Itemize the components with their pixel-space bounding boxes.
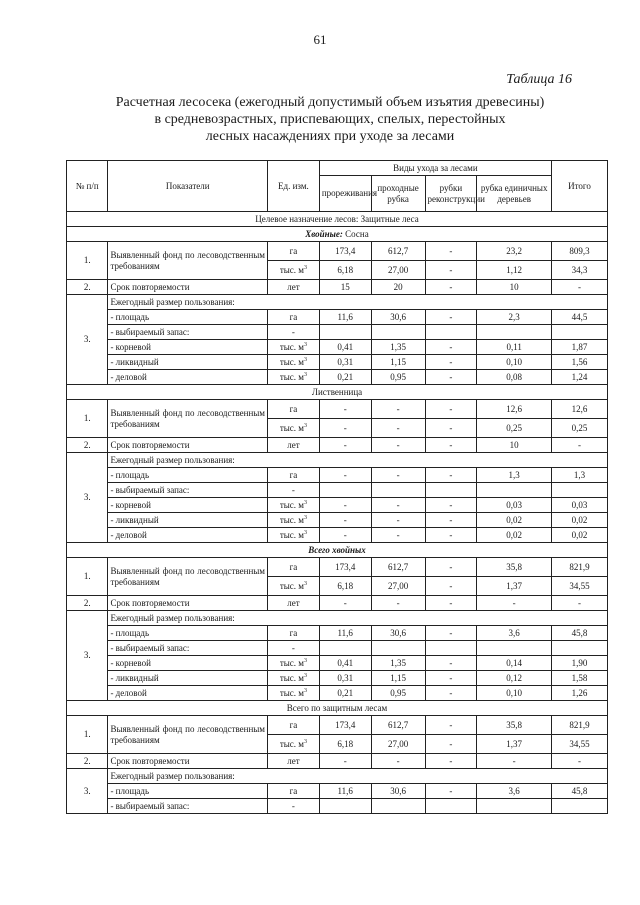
value-cell: 1,35 (371, 656, 425, 671)
section-row (67, 227, 608, 242)
value-cell: 35,8 (477, 558, 552, 577)
value-cell: 3,6 (477, 784, 552, 799)
value-cell: 1,37 (477, 577, 552, 596)
table-row (67, 558, 608, 577)
value-cell: - (371, 400, 425, 419)
value-cell: 35,8 (477, 716, 552, 735)
value-cell: - (319, 754, 371, 769)
value-cell: - (551, 596, 607, 611)
value-cell: - (551, 438, 607, 453)
value-cell: 0,41 (319, 656, 371, 671)
table-row (67, 784, 608, 799)
value-cell: 0,21 (319, 686, 371, 701)
indicator-label: Выявленный фонд по лесоводственным требованиям (108, 558, 268, 596)
value-cell: 1,3 (551, 468, 607, 483)
indicator-label: - деловой (108, 686, 268, 701)
value-cell: 6,18 (319, 577, 371, 596)
indicator-label: Выявленный фонд по лесоводственным требованиям (108, 716, 268, 754)
table-row (67, 483, 608, 498)
value-cell: 821,9 (551, 558, 607, 577)
header-num: № п/п (67, 161, 108, 212)
value-cell (425, 483, 477, 498)
block-title: Ежегодный размер пользования: (108, 453, 608, 468)
unit-cell: га (268, 468, 320, 483)
value-cell: 1,35 (371, 340, 425, 355)
value-cell: - (477, 596, 552, 611)
section-label: Целевое назначение лесов: Защитные леса (67, 212, 608, 227)
header-indicators: Показатели (108, 161, 268, 212)
value-cell: - (319, 596, 371, 611)
value-cell: 0,25 (477, 419, 552, 438)
value-cell: 612,7 (371, 242, 425, 261)
value-cell: 1,15 (371, 671, 425, 686)
value-cell: 12,6 (477, 400, 552, 419)
value-cell: 1,56 (551, 355, 607, 370)
table-row (67, 611, 608, 626)
value-cell: 0,31 (319, 355, 371, 370)
value-cell: 0,31 (319, 671, 371, 686)
indicator-label: - деловой (108, 528, 268, 543)
unit-superscript: 3 (304, 356, 307, 363)
header-type: прореживания (319, 176, 371, 212)
section-label: Лиственница (67, 385, 608, 400)
unit-cell: га (268, 242, 320, 261)
value-cell: - (425, 468, 477, 483)
row-number: 1. (67, 716, 108, 754)
row-number: 2. (67, 754, 108, 769)
value-cell: - (425, 261, 477, 280)
value-cell (551, 325, 607, 340)
indicator-label: - выбираемый запас: (108, 325, 268, 340)
indicator-label: Срок повторяемости (108, 596, 268, 611)
value-cell: 30,6 (371, 310, 425, 325)
value-cell: - (551, 280, 607, 295)
value-cell: - (425, 528, 477, 543)
value-cell (371, 641, 425, 656)
value-cell: - (371, 498, 425, 513)
value-cell: 1,58 (551, 671, 607, 686)
indicator-label: - площадь (108, 310, 268, 325)
unit-superscript: 3 (304, 422, 307, 429)
value-cell: 44,5 (551, 310, 607, 325)
section-row (67, 701, 608, 716)
table-row (67, 671, 608, 686)
unit-cell: га (268, 400, 320, 419)
unit-cell: тыс. $м^3$ (268, 577, 320, 596)
value-cell: - (371, 468, 425, 483)
value-cell: 0,21 (319, 370, 371, 385)
unit-superscript: 3 (304, 672, 307, 679)
value-cell: 27,00 (371, 577, 425, 596)
value-cell: 45,8 (551, 784, 607, 799)
value-cell (319, 325, 371, 340)
value-cell: 30,6 (371, 784, 425, 799)
value-cell: 0,03 (551, 498, 607, 513)
unit-superscript: 3 (304, 371, 307, 378)
value-cell: 27,00 (371, 735, 425, 754)
value-cell: - (425, 498, 477, 513)
unit-cell: тыс. $м^3$ (268, 735, 320, 754)
table-body (67, 212, 608, 814)
value-cell: 1,15 (371, 355, 425, 370)
value-cell: 1,37 (477, 735, 552, 754)
block-title: Ежегодный размер пользования: (108, 295, 608, 310)
indicator-label: Срок повторяемости (108, 280, 268, 295)
value-cell: - (319, 400, 371, 419)
table-row (67, 370, 608, 385)
row-number: 2. (67, 280, 108, 295)
value-cell: 1,3 (477, 468, 552, 483)
section-label-text: Всего хвойных (308, 544, 366, 555)
table-row (67, 656, 608, 671)
header-types-group: Виды ухода за лесами (319, 161, 551, 176)
value-cell: - (371, 528, 425, 543)
unit-superscript: 3 (304, 264, 307, 271)
section-row (67, 385, 608, 400)
table-row (67, 325, 608, 340)
value-cell (425, 799, 477, 814)
unit-cell: - (268, 483, 320, 498)
unit-cell: тыс. $м^3$ (268, 419, 320, 438)
value-cell: - (425, 716, 477, 735)
value-cell (371, 325, 425, 340)
species-group-label: Хвойные: (305, 228, 343, 239)
value-cell: 1,87 (551, 340, 607, 355)
indicator-label: - выбираемый запас: (108, 641, 268, 656)
value-cell: - (319, 438, 371, 453)
row-number: 3. (67, 295, 108, 385)
table-row (67, 453, 608, 468)
value-cell: - (319, 528, 371, 543)
unit-superscript: 3 (304, 580, 307, 587)
value-cell: - (425, 686, 477, 701)
unit-cell: тыс. $м^3$ (268, 671, 320, 686)
value-cell: - (319, 419, 371, 438)
value-cell: 27,00 (371, 261, 425, 280)
indicator-label: - деловой (108, 370, 268, 385)
value-cell: - (425, 656, 477, 671)
value-cell: 34,3 (551, 261, 607, 280)
value-cell: 0,08 (477, 370, 552, 385)
value-cell: 2,3 (477, 310, 552, 325)
value-cell: - (425, 784, 477, 799)
value-cell: 173,4 (319, 716, 371, 735)
value-cell: - (425, 340, 477, 355)
value-cell: 809,3 (551, 242, 607, 261)
unit-cell: тыс. $м^3$ (268, 656, 320, 671)
value-cell: 23,2 (477, 242, 552, 261)
table-row (67, 242, 608, 261)
unit-cell: тыс. $м^3$ (268, 498, 320, 513)
title-line: Расчетная лесосека (ежегодный допустимый объем изъятия древесины) (115, 95, 545, 110)
value-cell: 0,10 (477, 355, 552, 370)
unit-cell: лет (268, 280, 320, 295)
row-number: 1. (67, 400, 108, 438)
value-cell (477, 641, 552, 656)
table-row (67, 513, 608, 528)
unit-superscript: 3 (304, 529, 307, 536)
table-row (67, 295, 608, 310)
unit-cell: тыс. $м^3$ (268, 528, 320, 543)
table-row (67, 400, 608, 419)
value-cell (551, 483, 607, 498)
section-row (67, 543, 608, 558)
unit-cell: тыс. $м^3$ (268, 355, 320, 370)
value-cell: 0,02 (477, 528, 552, 543)
value-cell: 20 (371, 280, 425, 295)
header-type: проходные рубка (371, 176, 425, 212)
value-cell: - (425, 242, 477, 261)
value-cell: 612,7 (371, 716, 425, 735)
value-cell (319, 641, 371, 656)
value-cell: - (371, 754, 425, 769)
table-row (67, 799, 608, 814)
indicator-label: Срок повторяемости (108, 754, 268, 769)
unit-cell: га (268, 626, 320, 641)
indicator-label: - площадь (108, 468, 268, 483)
value-cell: 1,24 (551, 370, 607, 385)
indicator-label: - ликвидный (108, 671, 268, 686)
value-cell (477, 799, 552, 814)
value-cell: - (425, 577, 477, 596)
indicator-label: - площадь (108, 784, 268, 799)
value-cell: 12,6 (551, 400, 607, 419)
unit-cell: лет (268, 596, 320, 611)
table-row (67, 310, 608, 325)
value-cell: - (425, 438, 477, 453)
table-label: Таблица 16 (506, 72, 572, 87)
value-cell: - (425, 558, 477, 577)
unit-cell: тыс. $м^3$ (268, 686, 320, 701)
value-cell: 3,6 (477, 626, 552, 641)
value-cell: - (425, 754, 477, 769)
value-cell: - (319, 513, 371, 528)
value-cell: 0,03 (477, 498, 552, 513)
value-cell: 0,02 (551, 513, 607, 528)
value-cell (551, 641, 607, 656)
value-cell (477, 325, 552, 340)
value-cell: 0,02 (551, 528, 607, 543)
unit-superscript: 3 (304, 738, 307, 745)
indicator-label: Выявленный фонд по лесоводственным требованиям (108, 242, 268, 280)
indicator-label: - выбираемый запас: (108, 483, 268, 498)
value-cell: 6,18 (319, 261, 371, 280)
value-cell: - (371, 596, 425, 611)
table-row (67, 498, 608, 513)
table-row (67, 280, 608, 295)
value-cell: 0,11 (477, 340, 552, 355)
value-cell (477, 483, 552, 498)
value-cell (425, 641, 477, 656)
block-title: Ежегодный размер пользования: (108, 769, 608, 784)
section-label: Всего по защитным лесам (67, 701, 608, 716)
value-cell: - (319, 498, 371, 513)
value-cell: 15 (319, 280, 371, 295)
value-cell: 11,6 (319, 310, 371, 325)
value-cell: - (551, 754, 607, 769)
unit-cell: лет (268, 754, 320, 769)
value-cell: - (425, 280, 477, 295)
value-cell: - (425, 355, 477, 370)
value-cell: 10 (477, 280, 552, 295)
row-number: 3. (67, 769, 108, 814)
indicator-label: - выбираемый запас: (108, 799, 268, 814)
value-cell (371, 799, 425, 814)
unit-cell: га (268, 310, 320, 325)
table-row (67, 468, 608, 483)
title-line: в средневозрастных, приспевающих, спелых, перестойных (154, 112, 506, 127)
value-cell: 34,55 (551, 577, 607, 596)
value-cell: - (425, 370, 477, 385)
header-unit: Ед. изм. (268, 161, 320, 212)
row-number: 1. (67, 242, 108, 280)
section-row (67, 212, 608, 227)
table-row (67, 754, 608, 769)
unit-cell: га (268, 558, 320, 577)
value-cell (551, 799, 607, 814)
value-cell (319, 799, 371, 814)
unit-cell: тыс. $м^3$ (268, 370, 320, 385)
value-cell: 1,26 (551, 686, 607, 701)
value-cell: 10 (477, 438, 552, 453)
unit-cell: тыс. $м^3$ (268, 261, 320, 280)
unit-superscript: 3 (304, 657, 307, 664)
value-cell: 6,18 (319, 735, 371, 754)
value-cell: - (425, 626, 477, 641)
value-cell: - (425, 400, 477, 419)
value-cell: - (425, 513, 477, 528)
indicator-label: - корневой (108, 498, 268, 513)
value-cell (371, 483, 425, 498)
unit-cell: - (268, 641, 320, 656)
row-number: 3. (67, 611, 108, 701)
value-cell: 45,8 (551, 626, 607, 641)
header-type: рубка единичных деревьев (477, 176, 552, 212)
value-cell: 0,95 (371, 370, 425, 385)
row-number: 1. (67, 558, 108, 596)
row-number: 2. (67, 596, 108, 611)
unit-cell: тыс. $м^3$ (268, 340, 320, 355)
value-cell: - (371, 438, 425, 453)
value-cell: 11,6 (319, 784, 371, 799)
header-type: рубки реконструкции (425, 176, 477, 212)
value-cell: - (425, 419, 477, 438)
value-cell: 0,25 (551, 419, 607, 438)
unit-cell: лет (268, 438, 320, 453)
table-row (67, 626, 608, 641)
value-cell: 0,02 (477, 513, 552, 528)
indicator-label: - ликвидный (108, 355, 268, 370)
value-cell: - (425, 735, 477, 754)
value-cell: 612,7 (371, 558, 425, 577)
unit-cell: га (268, 784, 320, 799)
value-cell: 173,4 (319, 558, 371, 577)
table-row (67, 438, 608, 453)
table-row (67, 528, 608, 543)
row-number: 2. (67, 438, 108, 453)
table-row (67, 340, 608, 355)
value-cell: 11,6 (319, 626, 371, 641)
value-cell (319, 483, 371, 498)
table-row (67, 641, 608, 656)
row-number: 3. (67, 453, 108, 543)
page-number: 61 (313, 32, 327, 47)
unit-superscript: 3 (304, 514, 307, 521)
value-cell: 30,6 (371, 626, 425, 641)
indicator-label: - площадь (108, 626, 268, 641)
value-cell: - (425, 310, 477, 325)
unit-cell: тыс. $м^3$ (268, 513, 320, 528)
title-line: лесных насаждениях при уходе за лесами (205, 129, 455, 144)
table-row (67, 716, 608, 735)
section-label: Хвойные: Сосна (67, 227, 608, 242)
value-cell: 0,41 (319, 340, 371, 355)
indicator-label: - ликвидный (108, 513, 268, 528)
value-cell: - (371, 513, 425, 528)
value-cell: 1,12 (477, 261, 552, 280)
unit-superscript: 3 (304, 687, 307, 694)
section-label (67, 543, 608, 558)
value-cell: 173,4 (319, 242, 371, 261)
table-title (60, 94, 600, 145)
unit-cell: - (268, 325, 320, 340)
header-total: Итого (551, 161, 607, 212)
felling-table (66, 160, 608, 814)
table-row (67, 769, 608, 784)
value-cell: 0,95 (371, 686, 425, 701)
value-cell: - (371, 419, 425, 438)
value-cell (425, 325, 477, 340)
unit-cell: - (268, 799, 320, 814)
value-cell: 1,90 (551, 656, 607, 671)
indicator-label: - корневой (108, 340, 268, 355)
value-cell: 34,55 (551, 735, 607, 754)
block-title: Ежегодный размер пользования: (108, 611, 608, 626)
unit-superscript: 3 (304, 341, 307, 348)
value-cell: - (425, 671, 477, 686)
value-cell: 0,12 (477, 671, 552, 686)
indicator-label: Срок повторяемости (108, 438, 268, 453)
value-cell: 821,9 (551, 716, 607, 735)
value-cell: - (477, 754, 552, 769)
unit-superscript: 3 (304, 499, 307, 506)
value-cell: - (319, 468, 371, 483)
value-cell: - (425, 596, 477, 611)
value-cell: 0,14 (477, 656, 552, 671)
table-row (67, 596, 608, 611)
table-row (67, 686, 608, 701)
indicator-label: Выявленный фонд по лесоводственным требованиям (108, 400, 268, 438)
unit-cell: га (268, 716, 320, 735)
indicator-label: - корневой (108, 656, 268, 671)
value-cell: 0,10 (477, 686, 552, 701)
table-row (67, 355, 608, 370)
